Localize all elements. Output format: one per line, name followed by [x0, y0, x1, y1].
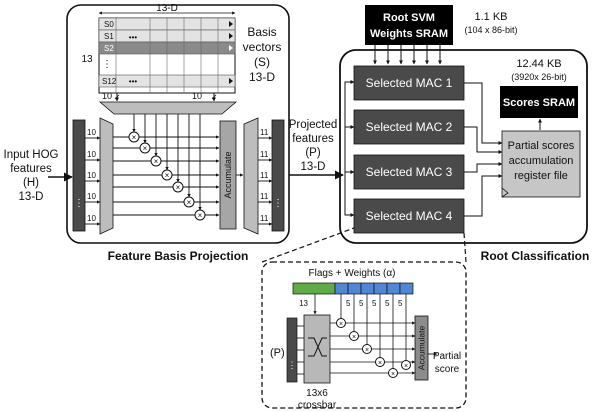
svg-text:13: 13	[299, 299, 308, 308]
svg-text:Basis: Basis	[247, 25, 277, 39]
crossbar-input-lines	[297, 326, 304, 374]
weight-broadcast-lines	[131, 114, 200, 210]
detail-multiplier-2	[350, 332, 359, 342]
svg-text:10: 10	[87, 150, 96, 159]
multiplier-7	[195, 210, 205, 220]
svg-text:(H): (H)	[23, 177, 39, 189]
mac-input-bus	[345, 82, 354, 215]
svg-text:•••: •••	[128, 77, 138, 86]
detail-multiplier-4	[376, 358, 385, 368]
svg-text:5: 5	[346, 299, 351, 308]
svg-text:Selected MAC 2: Selected MAC 2	[365, 120, 453, 134]
mac-1	[354, 66, 464, 100]
svg-text:Accumulate: Accumulate	[416, 325, 427, 371]
svg-text:Scores SRAM: Scores SRAM	[502, 97, 576, 109]
flags-weights-register	[293, 283, 413, 294]
basis-vectors-label	[243, 25, 282, 84]
svg-text:5: 5	[372, 299, 377, 308]
svg-text:5: 5	[385, 299, 390, 308]
projection-accumulator	[220, 121, 236, 229]
svg-text:features: features	[10, 163, 52, 175]
crossbar-label: 13x6	[306, 388, 328, 399]
detail-multiplier-5	[389, 369, 398, 379]
svg-text:10: 10	[191, 91, 202, 101]
multiplier-2	[140, 143, 150, 153]
svg-text:Selected MAC 3: Selected MAC 3	[365, 165, 453, 179]
svg-text:crossbar: crossbar	[297, 400, 337, 411]
scores-sram-size: 12.44 KB	[516, 58, 562, 70]
detail-multipliers	[337, 319, 411, 379]
multiplier-4	[162, 170, 172, 180]
svg-text:×: ×	[403, 363, 409, 370]
svg-text:(S): (S)	[254, 55, 270, 69]
svg-text:×: ×	[390, 371, 396, 378]
svg-text:13-D: 13-D	[156, 3, 178, 14]
svg-text:13: 13	[81, 54, 93, 65]
input-bus-width-labels	[87, 128, 96, 223]
svg-text:×: ×	[164, 171, 170, 180]
svg-text:•••: •••	[128, 33, 138, 42]
svg-text:11: 11	[260, 171, 269, 180]
svg-text:Partial: Partial	[432, 351, 462, 362]
projected-features-label	[289, 119, 338, 173]
svg-text:11: 11	[260, 128, 269, 137]
svg-text:×: ×	[175, 183, 181, 192]
root-classification-caption: Root Classification	[480, 249, 590, 263]
svg-text:11: 11	[260, 192, 269, 201]
input-hog-label	[4, 149, 59, 203]
svg-text:10: 10	[87, 128, 96, 137]
svg-text:accumulation: accumulation	[508, 155, 574, 167]
svg-text:13-D: 13-D	[18, 191, 44, 203]
svg-text:10: 10	[87, 214, 96, 223]
svg-text:5: 5	[398, 299, 403, 308]
output-bus-width-labels	[260, 128, 269, 223]
svg-text:×: ×	[351, 334, 357, 341]
svg-text:vectors: vectors	[242, 40, 282, 54]
flags-weights-label: Flags + Weights (α)	[308, 268, 396, 279]
multiplier-3	[151, 156, 161, 166]
svg-text:11: 11	[260, 150, 269, 159]
detail-multiplier-1	[337, 319, 346, 329]
root-sram-line2: Weights SRAM	[369, 28, 449, 40]
mac-2	[354, 110, 464, 144]
svg-text:13-D: 13-D	[300, 161, 326, 173]
multiplier-6	[184, 197, 194, 207]
root-sram-line1: Root SVM	[383, 12, 435, 24]
svg-text:×: ×	[197, 211, 203, 220]
multiplier-5	[173, 182, 183, 192]
scores-sram-dims: (3920x 26-bit)	[511, 72, 567, 82]
detail-multiplier-6	[402, 361, 411, 371]
svg-text:S2: S2	[104, 44, 114, 53]
svg-text:(P): (P)	[305, 147, 321, 159]
svg-text:S1: S1	[104, 32, 114, 41]
svg-text:Partial scores: Partial scores	[507, 140, 575, 152]
svg-text:score: score	[434, 364, 460, 375]
svg-text:register file: register file	[514, 170, 568, 182]
multiplier-1	[129, 132, 139, 142]
svg-text:features: features	[292, 133, 334, 145]
basis-matrix	[81, 3, 235, 93]
svg-text:10: 10	[101, 91, 112, 101]
svg-text:×: ×	[142, 144, 148, 153]
svg-text:⋮: ⋮	[74, 198, 84, 209]
svg-text:S12: S12	[102, 77, 117, 86]
input-mux	[100, 118, 113, 234]
detail-input-register	[287, 318, 297, 382]
svg-text:⋮: ⋮	[102, 59, 112, 70]
partial-scores-register-file	[502, 131, 580, 197]
svg-text:Selected MAC 1: Selected MAC 1	[365, 76, 453, 90]
crossbar	[304, 315, 330, 383]
mac-4	[354, 199, 464, 233]
svg-text:Selected MAC 4: Selected MAC 4	[365, 209, 453, 223]
svg-text:×: ×	[364, 347, 370, 354]
svg-text:Input HOG: Input HOG	[3, 149, 59, 161]
feature-basis-projection-caption: Feature Basis Projection	[107, 249, 249, 263]
svg-text:×: ×	[338, 321, 344, 328]
svg-text:×: ×	[377, 360, 383, 367]
input-register-column	[73, 120, 85, 231]
detail-multiplier-3	[363, 345, 372, 355]
svg-text:S0: S0	[104, 20, 114, 29]
svg-text:⋮: ⋮	[273, 198, 283, 209]
svg-text:⋮: ⋮	[287, 360, 297, 370]
svg-text:5: 5	[359, 299, 364, 308]
partial-score-label	[433, 351, 461, 375]
svg-text:10: 10	[87, 171, 96, 180]
detail-input-label: (P)	[270, 347, 285, 359]
basis-shifter	[100, 102, 236, 114]
svg-text:11: 11	[260, 214, 269, 223]
mac-3	[354, 155, 464, 189]
svg-text:Accumulate: Accumulate	[223, 151, 233, 199]
detail-accumulator	[415, 316, 428, 380]
svg-text:×: ×	[131, 133, 137, 142]
root-sram-size: 1.1 KB	[474, 11, 508, 23]
root-sram-dims: (104 x 86-bit)	[464, 25, 518, 35]
svg-text:10: 10	[87, 192, 96, 201]
output-register-column	[272, 120, 284, 231]
sram-weight-bus	[375, 45, 440, 64]
svg-text:×: ×	[153, 157, 159, 166]
svg-text:×: ×	[186, 198, 192, 207]
output-demux	[244, 118, 258, 234]
svg-text:13-D: 13-D	[248, 70, 276, 84]
svg-text:Projected: Projected	[288, 119, 338, 131]
